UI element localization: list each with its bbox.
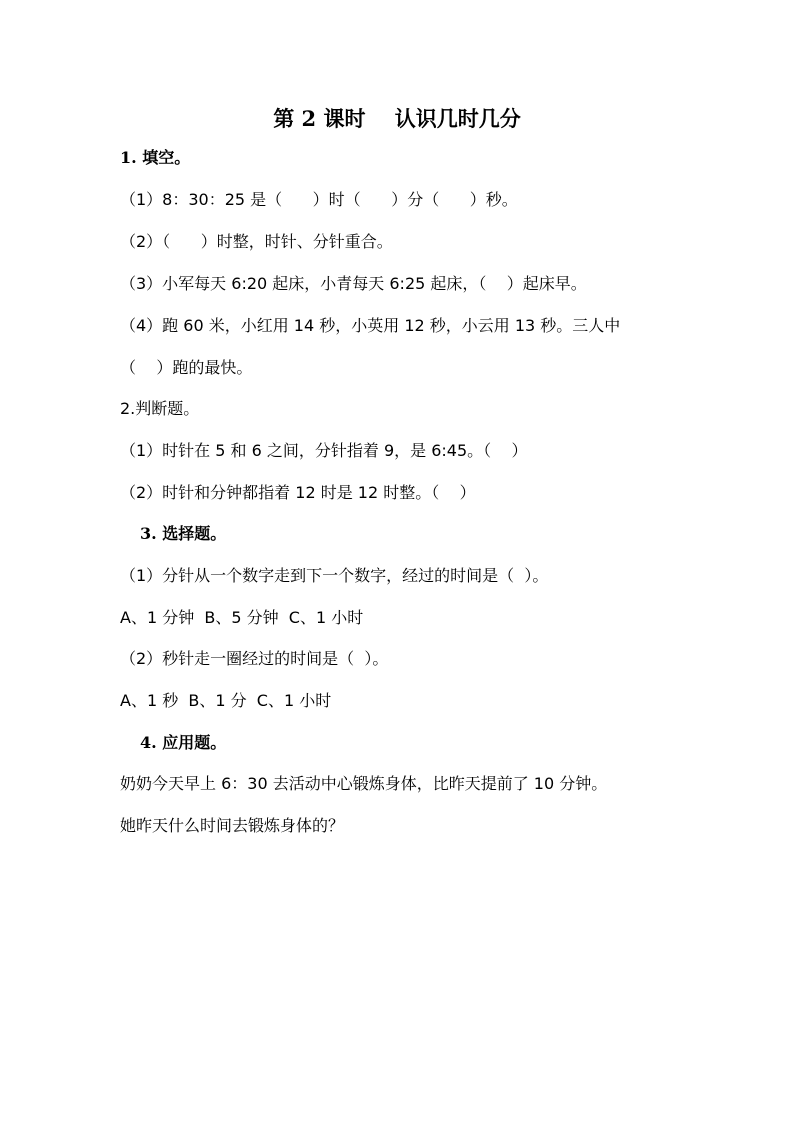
answer-options: A、1 分钟 B、5 分钟 C、1 小时	[120, 608, 364, 627]
question-line: （2）（ ）时整，时针、分针重合。	[120, 232, 393, 251]
question-line: （ ）跑的最快。	[120, 358, 253, 377]
question-line: （3）小军每天 6:20 起床，小青每天 6:25 起床，（ ）起床早。	[120, 274, 587, 293]
page-title: 第 2 课时 认识几时几分	[273, 106, 521, 131]
question-line: （1）8：30：25 是（ ）时（ ）分（ ）秒。	[120, 190, 518, 209]
answer-options: A、1 秒 B、1 分 C、1 小时	[120, 691, 332, 710]
problem-text: 奶奶今天早上 6：30 去活动中心锻炼身体，比昨天提前了 10 分钟。	[120, 774, 608, 793]
question-line: （1）时针在 5 和 6 之间，分针指着 9，是 6:45。（ ）	[120, 441, 528, 460]
question-line: （4）跑 60 米，小红用 14 秒，小英用 12 秒，小云用 13 秒。三人中	[120, 316, 621, 335]
question-line: （1）分针从一个数字走到下一个数字，经过的时间是（ ）。	[120, 566, 549, 585]
question-line: （2）时针和分钟都指着 12 时是 12 时整。（ ）	[120, 483, 476, 502]
section-heading-fill-blank: 1. 填空。	[120, 148, 191, 167]
question-line: （2）秒针走一圈经过的时间是（ ）。	[120, 649, 389, 668]
section-heading-word-problem: 4. 应用题。	[140, 733, 227, 752]
problem-text: 她昨天什么时间去锻炼身体的？	[120, 816, 345, 835]
section-heading-multiple-choice: 3. 选择题。	[140, 524, 227, 543]
section-heading-true-false: 2.判断题。	[120, 399, 200, 418]
